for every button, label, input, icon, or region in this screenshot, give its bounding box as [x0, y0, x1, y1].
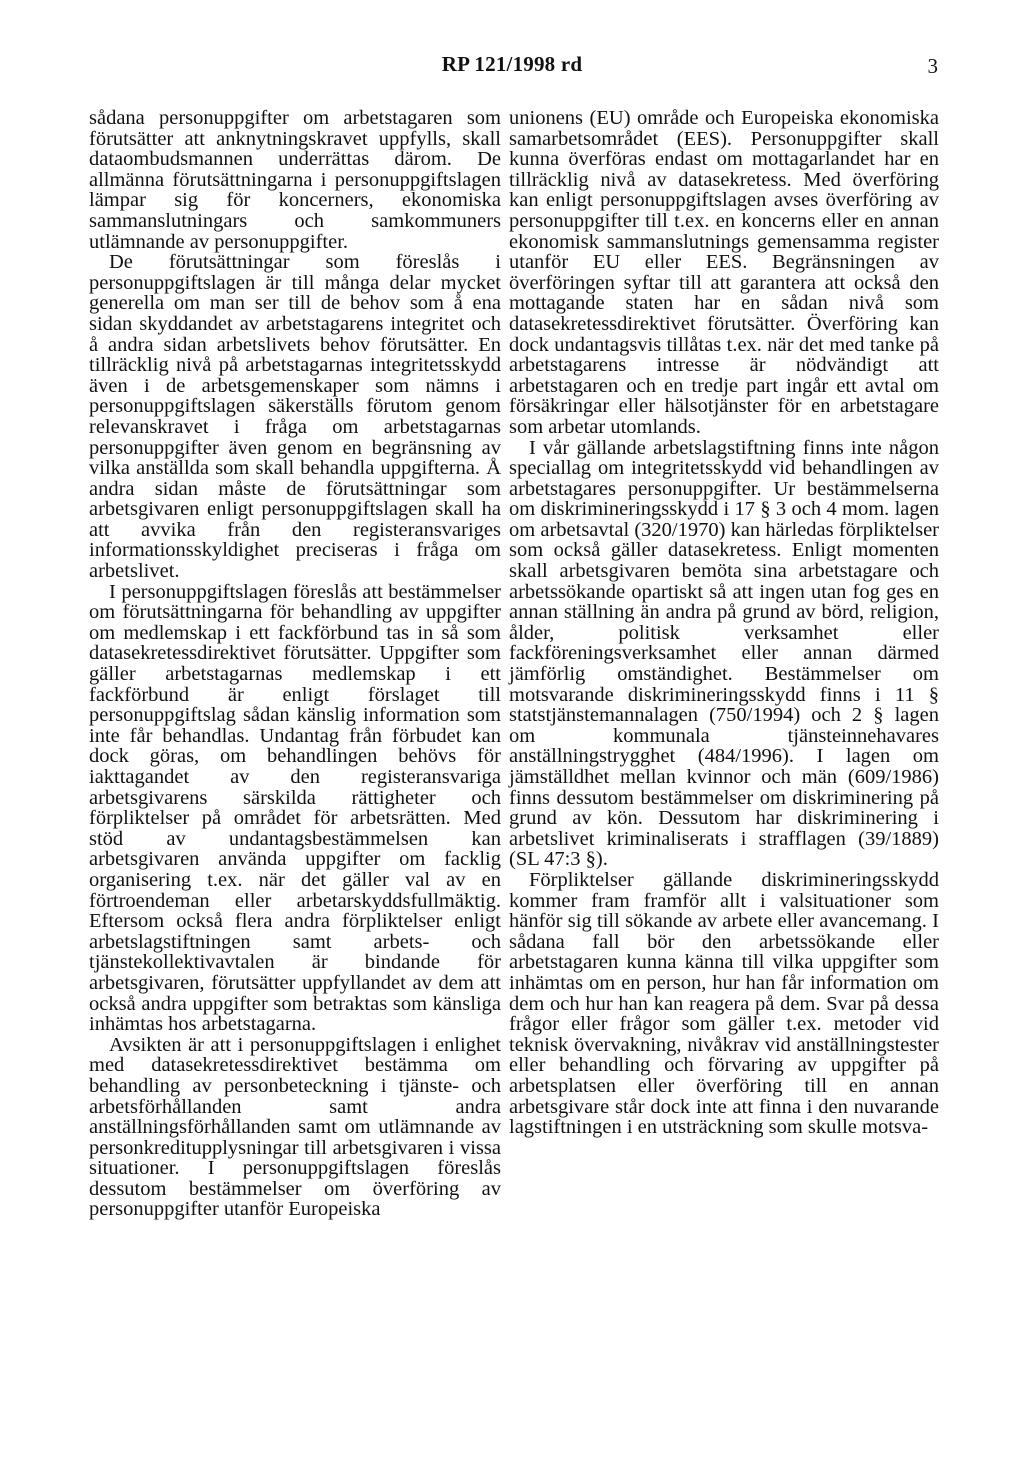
page-header [0, 52, 1024, 82]
document-title: RP 121/1998 rd [441, 52, 583, 76]
paragraph: I personuppgiftslagen föreslås att bestämmelser om förutsättningarna för behandling av uppgifter om medlemskap i ett fackförbund tas in så som datasekretessdirektivet förutsätter. Uppgifter som gäller arbetstagarnas medlemskap i ett fackförbund är enligt förslaget till personuppgiftslag sådan känslig information som inte får behandlas. Undantag från förbudet kan dock göras, om behandlingen behövs för iakttagandet av den registeransvariga arbetsgivarens särskilda rättigheter och förpliktelser på området för arbetsrätten. Med stöd av undantagsbestämmelsen kan arbetsgivaren använda uppgifter om facklig organisering t.ex. när det gäller val av en förtroendeman eller arbetarskyddsfullmäktig. Eftersom också flera andra förpliktelser enligt arbetslagstiftningen samt arbets- och tjänstekollektivavtalen är bindande för arbetsgivaren, förutsätter uppfyllandet av dem att också andra uppgifter som betraktas som känsliga inhämtas hos arbetstagarna. [89, 580, 501, 1036]
page-number: 3 [927, 54, 938, 78]
right-column [509, 108, 939, 1138]
paragraph: I vår gällande arbetslagstiftning finns inte någon speciallag om integritetsskydd vid behandlingen av arbetstagares personuppgifter. Ur bestämmelserna om diskrimineringsskydd i 17 § 3 och 4 mom. lagen om arbetsavtal (320/1970) kan härledas förpliktelser som också gäller datasekretess. Enligt momenten skall arbetsgivaren bemöta sina arbetstagare och arbetssökande opartiskt så att ingen utan fog ges en annan ställning än andra på grund av börd, religion, ålder, politisk verksamhet eller fackföreningsverksamhet eller annan därmed jämförlig omständighet. Bestämmelser om motsvarande diskrimineringsskydd finns i 11 § statstjänstemannalagen (750/1994) och 2 § lagen om kommunala tjänsteinnehavares anställningstrygghet (484/1996). I lagen om jämställdhet mellan kvinnor och män (609/1986) finns dessutom bestämmelser om diskriminering på grund av kön. Dessutom har diskriminering i arbetslivet kriminaliserats i strafflagen (39/1889) (SL 47:3 §). [509, 436, 939, 871]
paragraph: Förpliktelser gällande diskrimineringsskydd kommer fram framför allt i valsituationer som hänför sig till sökande av arbete eller avancemang. I sådana fall bör den arbetssökande eller arbetstagaren kunna känna till vilka uppgifter som inhämtas om en person, hur han får information om dem och hur han kan reagera på dem. Svar på dessa frågor eller frågor som gäller t.ex. metoder vid teknisk övervakning, nivåkrav vid anställningstester eller behandling och förvaring av uppgifter på arbetsplatsen eller överföring till en annan arbetsgivare står dock inte att finna i den nuvarande lagstiftningen i en utsträckning som skulle motsva- [509, 868, 939, 1139]
paragraph: unionens (EU) område och Europeiska ekonomiska samarbetsområdet (EES). Personuppgifter skall kunna överföras endast om mottagarlandet har en tillräcklig nivå av datasekretess. Med överföring kan enligt personuppgiftslagen avses överföring av personuppgifter till t.ex. en koncerns eller en annan ekonomisk sammanslutnings gemensamma register utanför EU eller EES. Begränsningen av överföringen syftar till att garantera att också den mottagande staten har en sådan nivå som datasekretessdirektivet förutsätter. Överföring kan dock undantagsvis tillåtas t.ex. när det med tanke på arbetstagarens intresse är nödvändigt att arbetstagaren och en tredje part ingår ett avtal om försäkringar eller hälsotjänster för en arbetstagare som arbetar utomlands. [509, 107, 939, 438]
paragraph: De förutsättningar som föreslås i personuppgiftslagen är till många delar mycket generella om man ser till de behov som å ena sidan skyddandet av arbetstagarens integritet och å andra sidan arbetslivets behov förutsätter. En tillräcklig nivå på arbetstagarnas integritetsskydd även i de arbetsgemenskaper som nämns i personuppgiftslagen säkerställs förutom genom relevanskravet i fråga om arbetstagarnas personuppgifter även genom en begränsning av vilka anställda som skall behandla uppgifterna. Å andra sidan måste de förutsättningar som arbetsgivaren enligt personuppgiftslagen skall ha att avvika från den registeransvariges informationsskyldighet preciseras i fråga om arbetslivet. [89, 251, 501, 583]
paragraph: sådana personuppgifter om arbetstagaren som förutsätter att anknytningskravet uppfylls, skall dataombudsmannen underrättas därom. De allmänna förutsättningarna i personuppgiftslagen lämpar sig för koncerners, ekonomiska sammanslutningars och samkommuners utlämnande av personuppgifter. [89, 107, 501, 253]
left-column [89, 108, 501, 1220]
paragraph: Avsikten är att i personuppgiftslagen i enlighet med datasekretessdirektivet bestämma om behandling av personbeteckning i tjänste- och arbetsförhållanden samt andra anställningsförhållanden samt om utlämnande av personkreditupplysningar till arbetsgivaren i vissa situationer. I personuppgiftslagen föreslås dessutom bestämmelser om överföring av personuppgifter utanför Europeiska [89, 1033, 501, 1221]
